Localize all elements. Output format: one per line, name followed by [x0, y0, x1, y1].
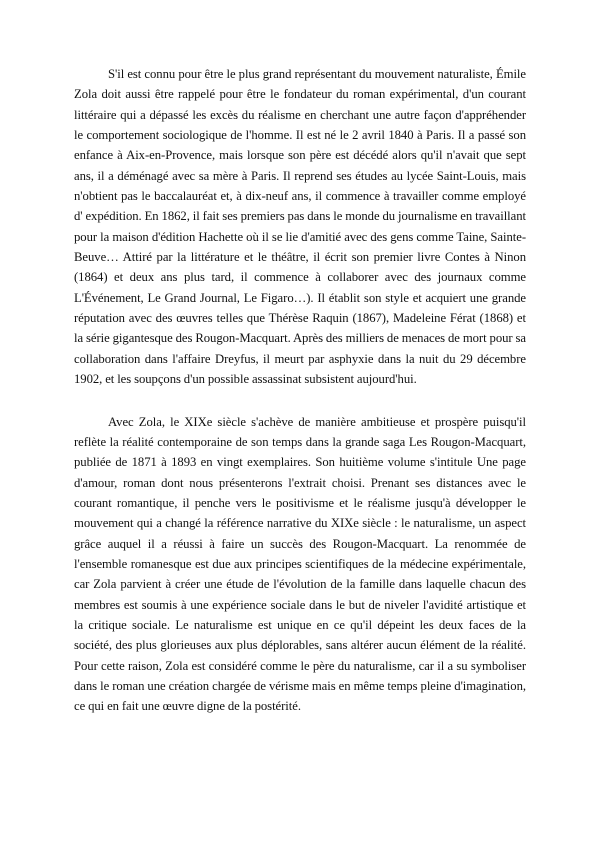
paragraph-zola-biography: S'il est connu pour être le plus grand représentant du mouvement naturaliste, Émile Zola doit aussi être rappelé pour être le fondateur du roman expérimental, d'un courant littéraire qui a dépassé les excès du réalisme en cherchant une autre façon d'appréhender le comportement sociologique de l'homme. Il est né le 2 avril 1840 à Paris. Il a passé son enfance à Aix-en-Provence, mais lorsque son père est décédé alors qu'il n'avait que sept ans, il a déménagé avec sa mère à Paris. Il reprend ses études au lycée Saint-Louis, mais n'obtient pas le baccalauréat et, à dix-neuf ans, il commence à travailler comme employé d' expédition. En 1862, il fait ses premiers pas dans le monde du journalisme en travaillant pour la maison d'édition Hachette où il se lie d'amitié avec des gens comme Taine, Sainte-Beuve… Attiré par la littérature et le théâtre, il écrit son premier livre Contes à Ninon (1864) et deux ans plus tard, il commence à collaborer avec des journaux comme L'Événement, Le Grand Journal, Le Figaro…). Il établit son style et acquiert une grande réputation avec des œuvres telles que Thérèse Raquin (1867), Madeleine Férat (1868) et la série gigantesque des Rougon-Macquart. Après des milliers de menaces de mort pour sa collaboration dans l'affaire Dreyfus, il meurt par asphyxie dans la nuit du 29 décembre 1902, et les soupçons d'un possible assassinat subsistent aujourd'hui. — [74, 67, 526, 387]
paragraph-rougon-macquart: Avec Zola, le XIXe siècle s'achève de manière ambitieuse et prospère puisqu'il reflète la réalité contemporaine de son temps dans la grande saga Les Rougon-Macquart, publiée de 1871 à 1893 en vingt exemplaires. Son huitième volume s'intitule Une page d'amour, roman dont nous présenterons l'extrait choisi. Prenant ses distances avec le courant romantique, il penche vers le positivisme et le réalisme jusqu'à développer le mouvement qui a changé la référence narrative du XIXe siècle : le naturalisme, un aspect grâce auquel il a réussi à faire un succès des Rougon-Macquart. La renommée de l'ensemble romanesque est due aux principes scientifiques de la médecine expérimentale, car Zola parvient à créer une étude de l'évolution de la famille dans laquelle chacun des membres est soumis à une expérience sociale dans le but de niveler l'avidité artistique et la critique sociale. Le naturalisme est unique en ce qu'il dépeint les deux faces de la société, des plus glorieuses aux plus déplorables, sans altérer aucun élément de la réalité. Pour cette raison, Zola est considéré comme le père du naturalisme, car il a su symboliser dans le roman une création chargée de vérisme mais en même temps pleine d'imagination, ce qui en fait une œuvre digne de la postérité. — [74, 414, 526, 714]
document-page — [74, 64, 526, 717]
